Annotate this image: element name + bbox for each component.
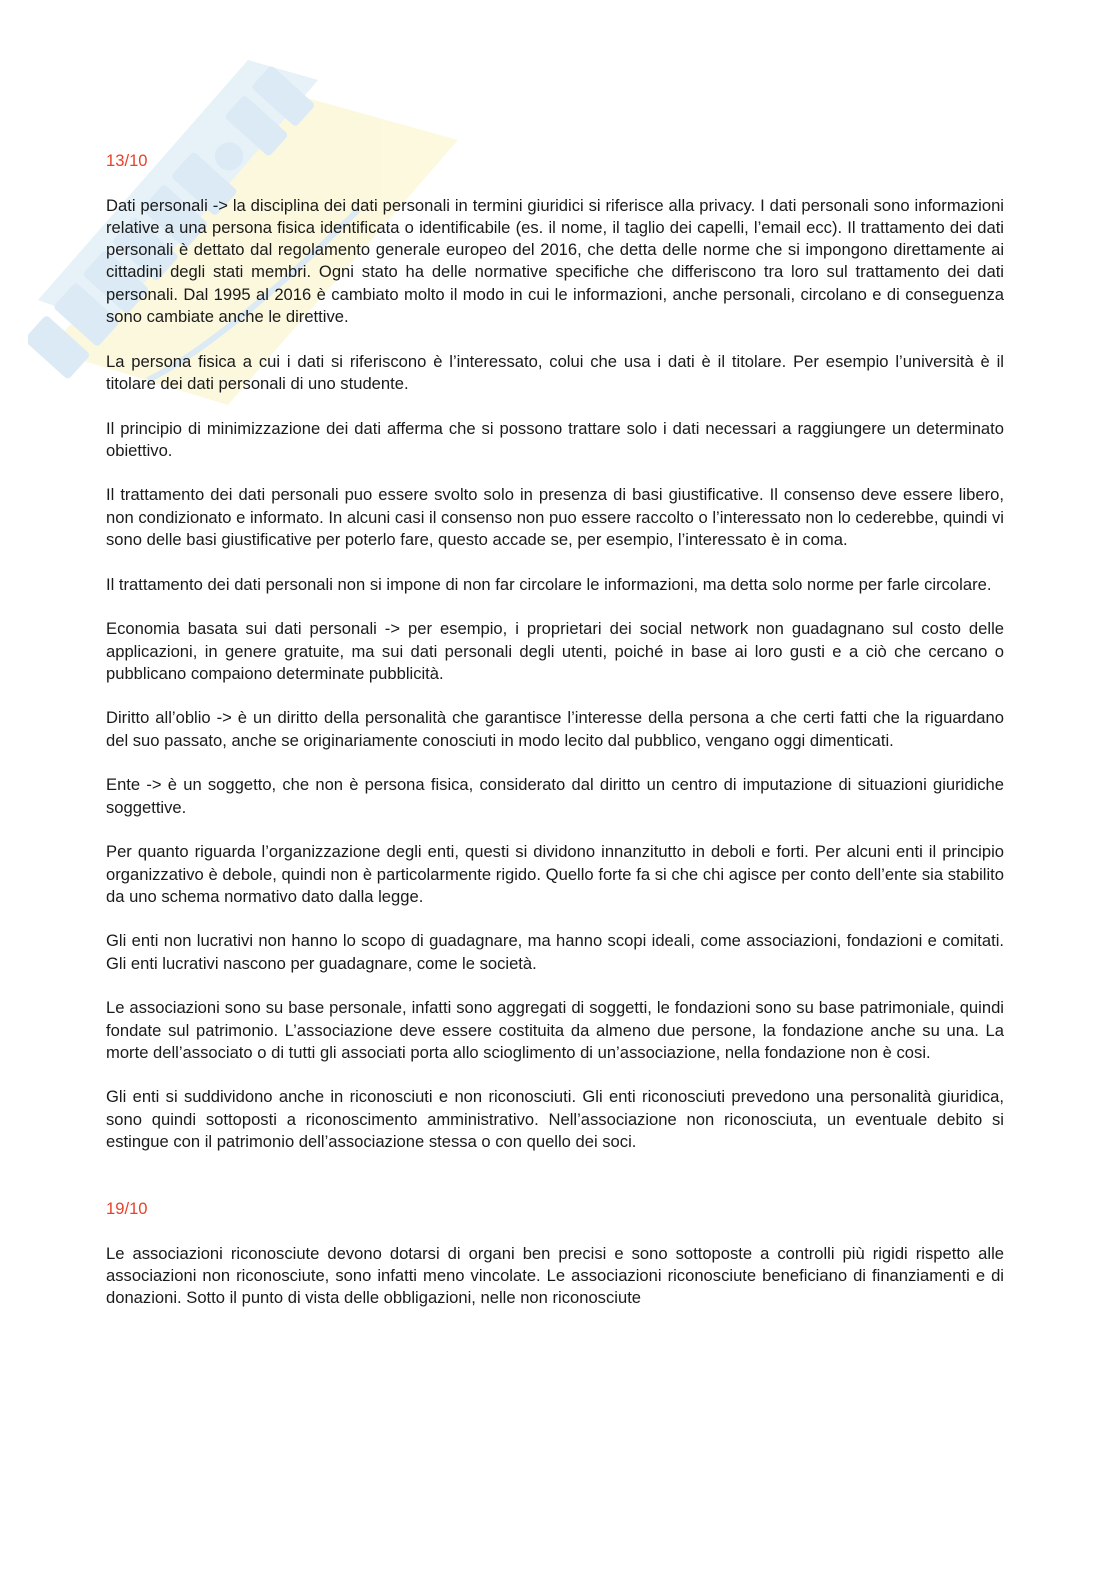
paragraph: Il trattamento dei dati personali puo essere svolto solo in presenza di basi giustificative. Il consenso deve essere libero, non condizionato e informato. In alcuni casi il consenso non puo essere raccolto o l’interessato non lo cederebbe, quindi vi sono delle basi giustificative per poterlo fare, questo accade se, per esempio, l’interessato è in coma. xyxy=(106,485,1004,550)
paragraph: Le associazioni sono su base personale, infatti sono aggregati di soggetti, le fondazioni sono su base patrimoniale, quindi fondate sul patrimonio. L’associazione deve essere costituita da almeno due persone, la fondazione anche su una. La morte dell’associato o di tutti gli associati porta allo scioglimento di un’associazione, nella fondazione non è cosi. xyxy=(106,998,1004,1062)
paragraph: Le associazioni riconosciute devono dotarsi di organi ben precisi e sono sottoposte a controlli più rigidi rispetto alle associazioni non riconosciute, sono infatti meno vincolate. Le associazioni riconosciute beneficiano di finanziamenti e di donazioni. Sotto il punto di vista delle obbligazioni, nelle non riconosciute xyxy=(106,1243,1004,1308)
paragraph: Il trattamento dei dati personali non si impone di non far circolare le informazioni, ma detta solo norme per farle circolare. xyxy=(106,574,992,594)
paragraph: Dati personali -> la disciplina dei dati personali in termini giuridici si riferisce alla privacy. I dati personali sono informazioni relative a una persona fisica identificata o identificabile (es. il nome, il taglio dei capelli, l’email ecc). Il trattamento dei dati personali è dettato dal regolamento generale europeo del 2016, che detta delle norme che si impongono direttamente ai cittadini degli stati membri. Ogni stato ha delle normative specifiche che differiscono tra loro sul trattamento dei dati personali. Dal 1995 al 2016 è cambiato molto il modo in cui le informazioni, anche personali, circolano e di conseguenza sono cambiate anche le direttive. xyxy=(106,195,1004,327)
paragraph: La persona fisica a cui i dati si riferiscono è l’interessato, colui che usa i dati è il titolare. Per esempio l’università è il titolare dei dati personali di uno studente. xyxy=(106,351,1004,393)
paragraph: Il principio di minimizzazione dei dati afferma che si possono trattare solo i dati necessari a raggiungere un determinato obiettivo. xyxy=(106,418,1004,460)
paragraph: Gli enti si suddividono anche in riconosciuti e non riconosciuti. Gli enti riconosciuti prevedono una personalità giuridica, sono quindi sottoposti a riconoscimento amministrativo. Nell’associazione non riconosciuta, un eventuale debito si estingue con il patrimonio dell’associazione stessa o con quello dei soci. xyxy=(106,1087,1004,1152)
section-date: 19/10 xyxy=(106,1198,148,1218)
section-19-10 xyxy=(106,1198,1004,1309)
paragraph: Per quanto riguarda l’organizzazione degli enti, questi si dividono innanzitutto in deboli e forti. Per alcuni enti il principio organizzativo è debole, quindi non è particolarmente rigido. Quello forte fa si che chi agisce per conto dell’ente sia stabilito da uno schema normativo dato dalla legge. xyxy=(106,842,1004,906)
paragraph: Economia basata sui dati personali -> per esempio, i proprietari dei social network non guadagnano sul costo delle applicazioni, in genere gratuite, ma sui dati personali degli utenti, poiché in base ai loro gusti e a ciò che cercano o pubblicano compaiono determinate pubblicità. xyxy=(106,619,1004,683)
document-body xyxy=(106,150,1004,1309)
paragraph: Ente -> è un soggetto, che non è persona fisica, considerato dal diritto un centro di imputazione di situazioni giuridiche soggettive. xyxy=(106,775,1004,817)
section-date: 13/10 xyxy=(106,151,148,170)
paragraph: Diritto all’oblio -> è un diritto della personalità che garantisce l’interesse della persona a che certi fatti che la riguardano del suo passato, anche se originariamente conosciuti in modo lecito dal pubblico, vengano oggi dimenticati. xyxy=(106,708,1004,750)
paragraph: Gli enti non lucrativi non hanno lo scopo di guadagnare, ma hanno scopi ideali, come associazioni, fondazioni e comitati. Gli enti lucrativi nascono per guadagnare, come le società. xyxy=(106,931,1004,973)
section-13-10 xyxy=(106,150,1004,1153)
